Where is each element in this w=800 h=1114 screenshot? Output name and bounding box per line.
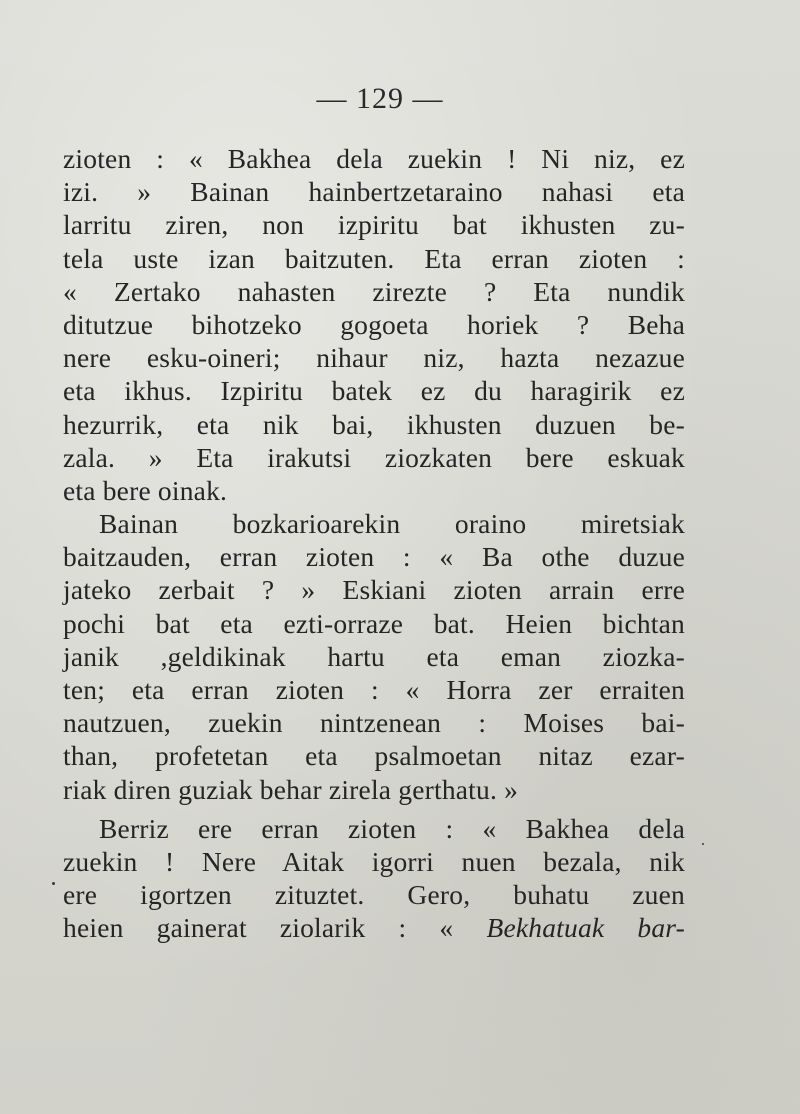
text-segment: heien gainerat ziolarik : «: [63, 912, 487, 944]
paragraph-1: [63, 142, 685, 507]
text-line: riak diren guziak behar zirela gerthatu. »: [63, 773, 519, 805]
text-line: Bainan bozkarioarekin oraino miretsiak: [99, 508, 685, 540]
text-line: nere esku-oineri; nihaur niz, hazta nezazue: [63, 342, 685, 374]
paragraph-2: [63, 507, 685, 806]
text-line: « Zertako nahasten zirezte ? Eta nundik: [63, 275, 685, 307]
text-line: than, profetetan eta psalmoetan nitaz ezar-: [63, 740, 685, 772]
text-line: zioten : « Bakhea dela zuekin ! Ni niz, ez: [63, 143, 685, 174]
print-speck: [702, 843, 704, 845]
text-line: eta ikhus. Izpiritu batek ez du haragirik ez: [63, 375, 685, 407]
text-line: ten; eta erran zioten : « Horra zer erraiten: [63, 674, 685, 705]
text-line: ere igortzen zituztet. Gero, buhatu zuen: [63, 879, 685, 911]
print-speck: [52, 882, 55, 885]
text-line: pochi bat eta ezti-orraze bat. Heien bichtan: [63, 607, 685, 639]
text-line: izi. » Bainan hainbertzetaraino nahasi eta: [63, 176, 685, 208]
text-line: hezurrik, eta nik bai, ikhusten duzuen be-: [63, 408, 685, 440]
text-line: eta bere oinak.: [63, 474, 228, 506]
page-number: — 129 —: [316, 82, 444, 115]
italic-text-segment: Bekhatuak bar-: [486, 912, 685, 944]
text-line-final: [63, 911, 685, 944]
text-line: tela uste izan baitzuten. Eta erran zioten :: [63, 242, 685, 274]
text-line: zuekin ! Nere Aitak igorri nuen bezala, nik: [63, 845, 685, 877]
text-line: baitzauden, erran zioten : « Ba othe duzue: [63, 541, 685, 573]
paragraph-3: [63, 812, 685, 945]
text-line: Berriz ere erran zioten : « Bakhea dela: [99, 812, 685, 844]
text-line: ditutzue bihotzeko gogoeta horiek ? Beha: [63, 308, 685, 340]
text-line: nautzuen, zuekin nintzenean : Moises bai-: [63, 707, 685, 739]
text-line: zala. » Eta irakutsi ziozkaten bere eskuak: [63, 441, 685, 473]
text-line: larritu ziren, non izpiritu bat ikhusten zu-: [63, 209, 685, 241]
text-line: jateko zerbait ? » Eskiani zioten arrain erre: [63, 574, 685, 606]
body-text: [63, 142, 685, 945]
text-line: janik ,geldikinak hartu eta eman ziozka-: [63, 640, 685, 672]
